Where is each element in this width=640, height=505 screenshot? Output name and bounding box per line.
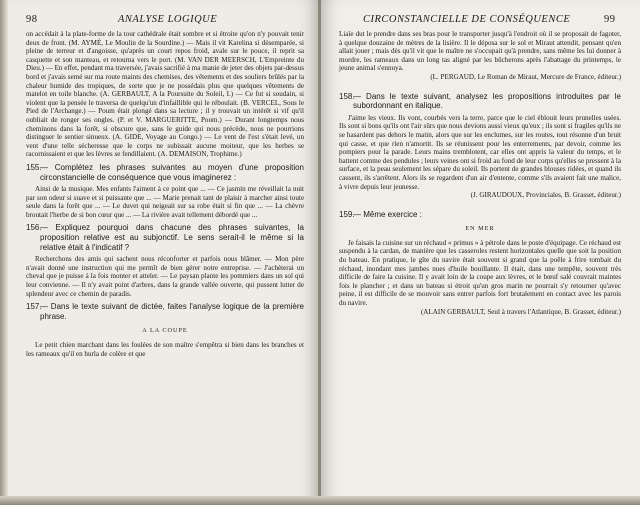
- left-page-body: [26, 30, 304, 358]
- exercise-155-heading: [26, 163, 304, 182]
- exercise-157-number: 157.: [26, 302, 42, 312]
- left-page-number: 98: [26, 14, 38, 25]
- exercise-159-number: 159.: [339, 209, 355, 219]
- exercise-156-text: Recherchons des amis qui sachent nous réconforter et parfois nous blâmer. — Mon père n'avait donné une instruction qui me permît de bien gérer notre entreprise. — J'achèterai un cheval que je puisse à la fois monter et atteler. — Le paysan plante les pommiers dans un sol qui leur convienne. — Il n'y avait point d'arbres, dans la grande vallée ouverte, qui pussent lutter de splendeur avec ce chemin de paradis.: [26, 255, 304, 298]
- exercise-158-number: 158.: [339, 91, 355, 101]
- intro-paragraph: on accédait à la plate-forme de la tour cathédrale était sombre et si étroite qu'on n'y pouvait tenir deux de front. (M. AYMÉ, Le Moulin de la Sourdine.) — Mais il vit Karelina si désemparée, si pleine de terreur et d'angoisse, qu'après un court repos froid, avale sur le pouce, il reprit sa casquette et son manteau, et retourna vers le port. (M. VAN DER MEERSCH, L'Empreinte du Dieu.) — En effet, pendant ma traversée, j'avais sacrifié à ma manie de jeter des objets par-dessus bord et j'avais semé sur ma route maints des chemises, des vêtements et des souliers brûlés par la chaleur humide des tropiques, de sorte que je ne possédais plus que quelques vêtements de matelot en toile blanche. (A. GERBAULT, A la Poursuite du Soleil, I.) — Ce fut si soudain, si violent que la pensée le traversa de quelqu'un d'infaillible qui le réboulait. (B. VERCEL, Sous le Pied de l'Archange.) — Poum était plongé dans sa lecture ; il y trouvait un intérêt si vif qu'il oubliait de ronger ses ongles. (P. et V. MARGUERITTE, Poum.) — Durant longtemps nous cheminons dans la forêt, si obscure que, sans le guide qui nous précède, nous ne pourrions distinguer le sentier sinueux. (A. GIDE, Voyage au Congo.) — Le vent de l'est s'était levé, un vent d'une telle sécheresse que le corps ne subissait aucune moiteur, que les herbes se racornissaient et que les lèvres se fendillaient. (A. DEMAISON, Trophime.): [26, 30, 304, 159]
- exercise-157-instruction: — Dans le texte suivant de dictée, faites l'analyse logique de la première phrase.: [40, 302, 304, 321]
- exercise-155-instruction: — Complétez les phrases suivantes au moyen d'une proposition circonstancielle de conséquence que vous imaginerez :: [40, 162, 304, 182]
- exercise-158-instruction: — Dans le texte suivant, analysez les propositions introduites par le subordonnant en italique.: [353, 91, 621, 111]
- right-page-number: 99: [604, 14, 616, 25]
- left-running-title: ANALYSE LOGIQUE: [118, 14, 218, 25]
- exercise-158-text: J'aime les vieux. Ils vont, courbés vers la terre, parce que le ciel éblouit leurs prunelles usées. Ils sont si bons qu'ils ont l'air sûrs que nous devions aussi vieux qu'eux ; ils sont si fragiles qu'ils ne se hasardent pas dehors le matin, alors que sur les enclumes, sur les routes, tout résonne d'un bruit qui casse, et que rien n'amortit. Ils se réunissent pour les enterrements, par devoir, comme les pompiers pour la parade. Leurs mains tremblotent, car elles ont appris la valeur du temps, et le battent comme des pendules ; leurs veines ont si froid au fond de leur corps qu'elles se pressent à la surface, et la peau seulement les sépare du soleil. Ils portent de grandes blouses ridées, et quand ils causent, ils s'arrêtent. Alors ils se regardent d'un air d'entente, comme s'ils avaient fait une malice, à vivre depuis leur jeunesse.: [339, 113, 621, 191]
- exercise-159-instruction: — Même exercice :: [353, 209, 422, 219]
- right-page: [321, 0, 640, 505]
- exercise-159-heading: [339, 210, 621, 220]
- exercise-157-subhead: A LA COUPE: [142, 327, 188, 335]
- exercise-159-source: (ALAIN GERBAULT, Seul à travers l'Atlantique, B. Grasset, éditeur.): [420, 307, 621, 316]
- exercise-157-text: Le petit chien marchant dans les foulées de son maître s'empêtra si bien dans les branches et les rameaux qu'il en hurla de colère et que: [26, 341, 304, 358]
- left-page: [0, 0, 319, 505]
- continuation-source: (L. PERGAUD, Le Roman de Miraut, Mercure de France, éditeur.): [430, 72, 621, 81]
- exercise-158-heading: [339, 92, 621, 111]
- exercise-156-instruction: — Expliquez pourquoi dans chacune des phrases suivantes, la proposition relative est au subjonctif. Le sens serait-il le même si la relative était à l'indicatif ?: [40, 223, 304, 252]
- left-page-edge: [0, 0, 8, 505]
- exercise-155-text: Ainsi de la musique. Mes enfants l'aiment à ce point que ... — Ce jasmin me réveillait la nuit par son odeur si suave et si puissante que ... — Marie prenait tant de plaisir à marcher ainsi toute seule dans la forêt que ... — Le duvet qui neigeait sur sa robe était si fin que ... — La chèvre broutait l'herbe de si bon cœur que ... — La rivière avait tellement débordé que ...: [26, 185, 304, 219]
- right-page-body: [339, 30, 621, 316]
- bottom-page-edge: [0, 496, 640, 505]
- exercise-158-source: (J. GIRAUDOUX, Provinciales, B. Grasset, éditeur.): [470, 191, 621, 200]
- exercise-159-text: Je faisais la cuisine sur un réchaud « primus » à pétrole dans le poste d'équipage. Ce réchaud est suspendu à la cardan, de manière que les casseroles restent horizontales quelle que soit la position du bateau. En pratique, le gîte du navire était souvent si grand que la poêle à frire tombait du réchaud, inondant mes jambes nues d'huile bouillante. Il était, dans une tempête, souvent très difficile de faire la cuisine. Il y avait loin de la coupe aux lèvres, et le bœuf salé couvrait maintes fois le plancher ; et dans un bateau si étroit qu'un gros marin ne pourrait s'y retourner qu'avec peine, il est difficile de se mouvoir sans entrer parfois fort brutalement en contact avec les parois du navire.: [339, 238, 621, 308]
- exercise-155-number: 155.: [26, 162, 42, 172]
- exercise-157-heading: [26, 302, 304, 321]
- exercise-156-heading: [26, 223, 304, 252]
- right-running-title: CIRCONSTANCIELLE DE CONSÉQUENCE: [363, 14, 571, 25]
- exercise-159-subhead: EN MER: [465, 225, 495, 233]
- exercise-156-number: 156.: [26, 223, 42, 233]
- continuation-paragraph: Liaïe dut le prendre dans ses bras pour le transporter jusqu'à l'endroit où il se proposait de fagoter, à quelque douzaine de mètres de la lisière. Il le déposa sur le sol et Miraut attendit, pensant qu'en allait jouer ; mais dès qu'il vit que le maître ne s'occupait qu'à prendre, sans même les lui donner à mordre, les rameaux dans un long tas aligné par les bûcherons après l'abattage du printemps, le jeune animal s'ennuya.: [339, 30, 621, 73]
